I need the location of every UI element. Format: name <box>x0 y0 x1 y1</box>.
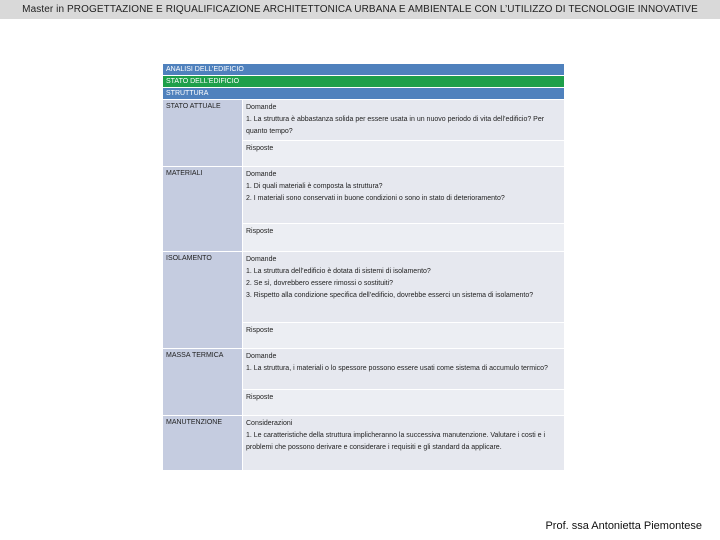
questions-heading: Domande <box>246 353 277 360</box>
considerations-heading: Considerazioni <box>246 420 293 427</box>
table-row-massa-termica <box>163 349 564 416</box>
row-label: MATERIALI <box>163 167 243 251</box>
answers-label: Risposte <box>246 394 274 401</box>
considerations-cell <box>243 416 564 470</box>
answers-cell <box>243 223 564 251</box>
consideration-line: 1. Le caratteristiche della struttura implicheranno la successiva manutenzione. Valutare i costi e i problemi che possono derivare e considerare i requisiti e gli standard da applicare. <box>246 432 546 451</box>
table-row-stato-attuale <box>163 100 564 167</box>
page-header <box>0 0 720 19</box>
answers-cell <box>243 389 564 415</box>
row-label: MANUTENZIONE <box>163 416 243 470</box>
bar-analisi-edificio: ANALISI DELL’EDIFICIO <box>163 64 564 76</box>
question-line: 2. Se sì, dovrebbero essere rimossi o sostituiti? <box>246 280 394 287</box>
questions-heading: Domande <box>246 104 277 111</box>
question-line: 1. Di quali materiali è composta la struttura? <box>246 183 383 190</box>
table-row-isolamento <box>163 252 564 349</box>
header-title: Master in PROGETTAZIONE E RIQUALIFICAZIONE ARCHITETTONICA URBANA E AMBIENTALE CON L’UTILIZZO DI TECNOLOGIE INNOVATIVE <box>22 4 698 15</box>
row-label: ISOLAMENTO <box>163 252 243 348</box>
question-line: 1. La struttura è abbastanza solida per essere usata in un nuovo periodo di vita dell’edificio? Per quanto tempo? <box>246 116 545 135</box>
bar-stato-edificio: STATO DELL’EDIFICIO <box>163 76 564 88</box>
bar-struttura: STRUTTURA <box>163 88 564 100</box>
questions-cell <box>243 349 564 389</box>
answers-cell <box>243 322 564 348</box>
question-line: 1. La struttura dell’edificio è dotata di sistemi di isolamento? <box>246 268 431 275</box>
answers-label: Risposte <box>246 228 274 235</box>
questions-cell <box>243 100 564 140</box>
answers-label: Risposte <box>246 145 274 152</box>
table-row-manutenzione <box>163 416 564 471</box>
question-line: 2. I materiali sono conservati in buone condizioni o sono in stato di deterioramento? <box>246 195 505 202</box>
questions-cell <box>243 167 564 223</box>
row-label: STATO ATTUALE <box>163 100 243 166</box>
analysis-table <box>163 64 564 471</box>
question-line: 1. La struttura, i materiali o lo spessore possono essere usati come sistema di accumulo termico? <box>246 365 548 372</box>
table-row-materiali <box>163 167 564 252</box>
questions-heading: Domande <box>246 171 277 178</box>
questions-heading: Domande <box>246 256 277 263</box>
questions-cell <box>243 252 564 322</box>
answers-cell <box>243 140 564 166</box>
question-line: 3. Rispetto alla condizione specifica dell’edificio, dovrebbe esserci un sistema di isolamento? <box>246 292 534 299</box>
row-label: MASSA TERMICA <box>163 349 243 415</box>
answers-label: Risposte <box>246 327 274 334</box>
author-credit: Prof. ssa Antonietta Piemontese <box>545 520 702 532</box>
